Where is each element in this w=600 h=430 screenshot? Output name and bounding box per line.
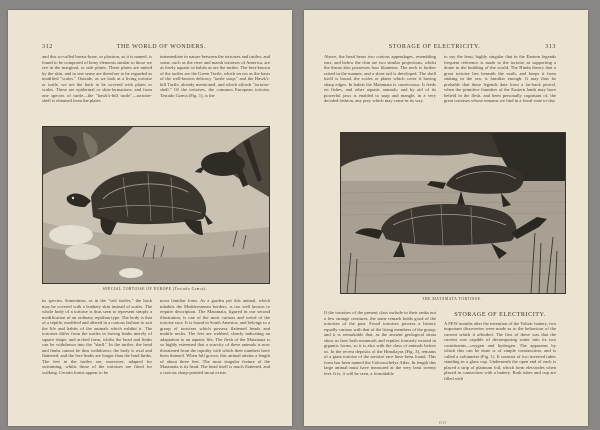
right-bottom-text [324, 310, 556, 414]
text-column: its species. Sometimes, as in the "soft turtles," the back may be covered with a leathery skin instead of scales. The whole body of a tortoise is thus seen to represent simply a modification of an ordinary reptilian type. The body is that of a reptile, modified and altered in a curious fashion to suit the life and habits of the animals which exhibit it. The tortoises differ from the turtles in having limbs merely of square shape, and arched form, whilst the head and limbs can be withdrawn into the "shell." In the turtles, the head and limbs cannot be thus withdrawn; the body is oval and flattened, and the fore limbs are longer than the hind limbs. The feet in the turtles are, moreover, adapted for swimming, whilst those of the tortoises are fitted for walking. Certain forms appear to be [42, 298, 152, 375]
text-column: Above, the head bears two curious appendages, resembling ears, and below the chin are two similar projections, whilst the throat also possesses four filaments. The neck is further raised in the manner, and a short tail is developed. The shell itself is broad, the scales or plates which cover it having sharp edges. In habits the Matamata is carnivorous. It feeds on fishes, and other aquatic animals; and by aid of its powerful jaws is enabled to snap and mangle, in a very decided fashion, any prey which may come in its way. [324, 54, 436, 103]
matamata-illustration [341, 133, 565, 293]
matamata-engraving [340, 132, 566, 294]
left-page [8, 10, 292, 426]
text-column: If the tortoises of the present class include in their ranks not a few strange creatures, the same remark holds good of the tortoises of the past. Fossil tortoises possess a history equally curious with that of the living members of the group; and it is remarkable that, as the ancient geological strata show us how both mammals and reptiles formerly existed in gigantic forms, so it is also with the class of animals before us. In the recent deposits of the Himalayas (Fig. 3), remains of a giant tortoise of the tortoise race have been found. This form has been named the Colossochelys Atlas. In length this large animal must have measured at the very least twenty feet. It is, it will be seen, a formidable [324, 310, 436, 376]
text-column: intermediate in nature between the tortoises and turtles; and some, such as the river and marsh tortoises of America, are as freely aquatic in habits as are the turtles. The best-known of the turtles are the Green Turtle, which serves as the basis of the well-known delicacy "turtle soup;" and the Hawk's-bill Turtle, already mentioned, and which affords "tortoise-shell." Of the tortoises, the common European tortoise, Testudo Græca (Fig. 1), is the [160, 54, 270, 98]
page-number-right: 313 [545, 44, 556, 50]
section-body: A FEW months after the invention of the Voltaic battery, two important discoveries were made as to the behaviour of the current which it afforded. The first of these was that the current was capable of decomposing water into its two constituents—oxygen and hydrogen. The apparatus by which this can be done is of simple construction, and is called a voltameter (Fig. 1). It consists of two inverted tubes standing in a glass cup. Underneath the open end of each is placed a strip of platinum foil, which form electrodes when placed in connection with a battery. Both tubes and cup are filled with [444, 320, 556, 381]
running-head-right [324, 44, 556, 50]
signature-mark: O O [439, 420, 446, 425]
tortoise-illustration [43, 127, 269, 283]
left-top-text [42, 54, 270, 122]
text-column: and this so-called breast-bone, or plastron, as it is named, is found to be composed of bony elements similar to those we see in the marginal, or side plates. These plates are united by the skin, and in one sense are therefore to be regarded as modified "scales." Outside, as we look at a living tortoise or turtle, we see the back to be covered with plates or scales. These are epidermal or skin-formations; and from one species of turtle—the "hawk's-bill turtle"—tortoise-shell is obtained from the plates [42, 54, 152, 103]
left-bottom-text [42, 298, 270, 414]
running-head-left [42, 44, 270, 50]
text-column: to say the least, highly singular that in the Eastern legends frequent reference is made to the tortoise as supporting a dome in the building of the world. The Hindu theory that a great tortoise lies beneath the earth, and keeps it from sinking in the sea, is familiar enough. It may thus be probable that these legends date from a far-back period, when the primitive founders of the Eastern lands may have beheld in the flesh, and been personally cognisant of, the great tortoises whose remains we find in a fossil state to-day. [444, 54, 556, 103]
page-number-left: 312 [42, 44, 53, 50]
right-page [304, 10, 588, 426]
tortoise-engraving [42, 126, 270, 284]
right-top-text [324, 54, 556, 124]
running-title-left: THE WORLD OF WONDERS. [116, 44, 207, 50]
section-heading: STORAGE OF ELECTRICITY. [454, 311, 546, 318]
figure-caption-right: THE MATAMATA TORTOISE. [422, 297, 482, 301]
running-title-right: STORAGE OF ELECTRICITY. [388, 44, 481, 50]
text-column-with-heading [444, 310, 556, 414]
text-column: most familiar form. As a garden pet this animal, which inhabits the Mediterranean borders, is too well known to require description. The Matamata, figured in our second illustration, is one of the most curious and weird of the tortoise race. It is found in South America, and belongs to a group of tortoises which possess flattened heads and mobile necks. The feet are webbed, clearly indicating an adaptation to an aquatic life. The flesh of the Matamata is so highly esteemed that a scarcity of these animals is now threatened from the rapidity with which their numbers have been thinned. When full grown, this animal attains a length of about three feet. The most singular feature of the Matamata is its head. The head itself is much flattened, and a curious sharp-pointed snout exists. [160, 298, 270, 375]
figure-caption-left: SPECIAL TORTOISE OF EUROPE (Testudo Græca). [102, 287, 208, 291]
